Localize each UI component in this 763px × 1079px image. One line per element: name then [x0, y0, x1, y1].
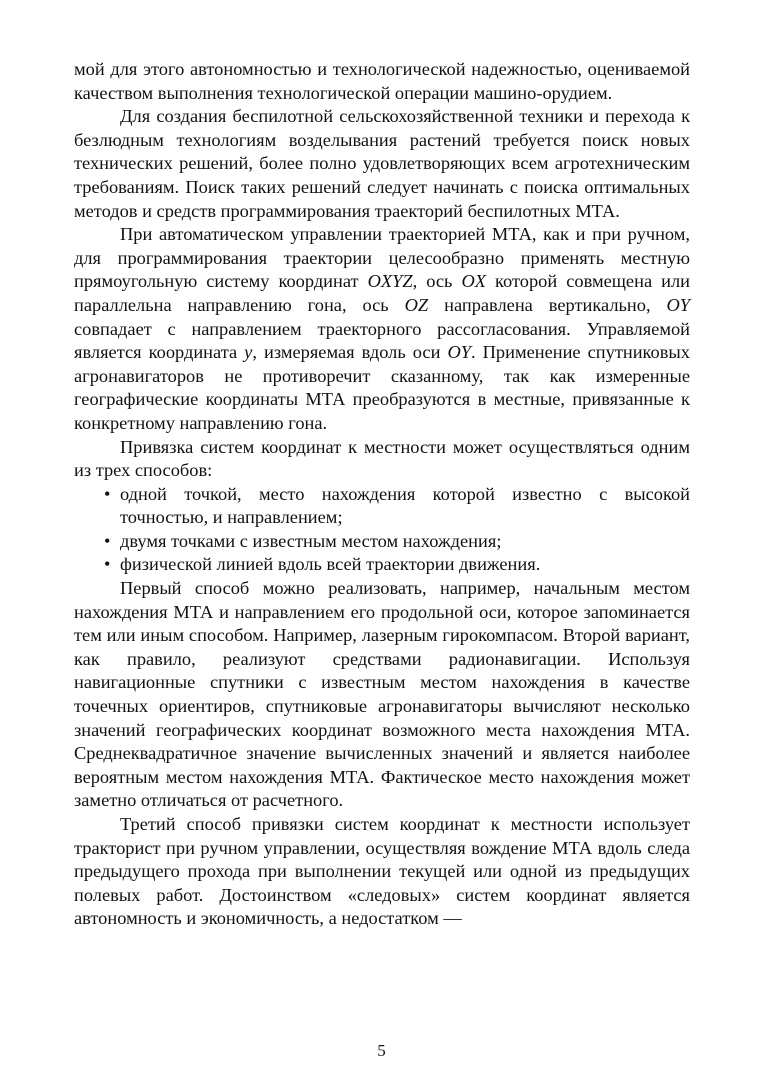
paragraph-coordinate-system: При автоматическом управлении траекторией МТА, как и при ручном, для программирования траектории целесообразно применять местную прямоугольную систему координат OXYZ, ось OX которой совмещена или параллельна направлению гона, ось OZ направлена вертикально, OY совпадает с направлением траекторного рассогласования. Управляемой является координата y, измеряемая вдоль оси OY. Применение спутниковых агронавигаторов не противоречит сказанному, так как измеренные географические координаты МТА преобразуются в местные, привязанные к конкретному направлению гона.: [74, 224, 690, 433]
list-item: • физической линией вдоль всей траектории движения.: [74, 553, 690, 577]
list-item: • одной точкой, место нахождения которой известно с высокой точностью, и направлением;: [104, 483, 690, 528]
list-item: • двумя точками с известным местом нахождения;: [74, 530, 690, 554]
paragraph-binding-methods: Привязка систем координат к местности может осуществляться одним из трех способов:: [74, 436, 690, 481]
methods-list: [74, 483, 690, 577]
paragraph-first-method: Первый способ можно реализовать, например, начальным местом нахождения МТА и направлением его продольной оси, которое запоминается тем или иным способом. Например, лазерным гирокомпасом. Второй вариант, как правило, реализуют средствами радионавигации. Используя навигационные спутники с известным местом нахождения в качестве точечных ориентиров, спутниковые агронавигаторы вычисляют несколько значений географических координат возможного места нахождения МТА. Среднеквадратичное значение вычисленных значений и является наиболее вероятным местом нахождения МТА. Фактическое место нахождения может заметно отличаться от расчетного.: [74, 578, 690, 811]
paragraph-continuation: мой для этого автономностью и технологической надежностью, оцениваемой качеством выполнения технологической операции машино-орудием.: [74, 59, 690, 103]
bullet-icon: •: [104, 530, 111, 551]
page-number: 5: [377, 1041, 386, 1060]
bullet-icon: •: [104, 554, 111, 575]
body-text: [74, 58, 690, 931]
paragraph-third-method: Третий способ привязки систем координат к местности использует тракторист при ручном управлении, осуществляя вождение МТА вдоль следа предыдущего прохода при выполнении текущей или одной из предыдущих полевых работ. Достоинством «следовых» систем координат является автономность и экономичность, а недостатком —: [74, 814, 690, 929]
paragraph-unmanned-machinery: Для создания беспилотной сельскохозяйственной техники и перехода к безлюдным технологиям возделывания растений требуется поиск новых технических решений, более полно удовлетворяющих всем агротехническим требованиям. Поиск таких решений следует начинать с поиска оптимальных методов и средств программирования траекторий беспилотных МТА.: [74, 106, 690, 221]
bullet-icon: •: [104, 483, 111, 504]
